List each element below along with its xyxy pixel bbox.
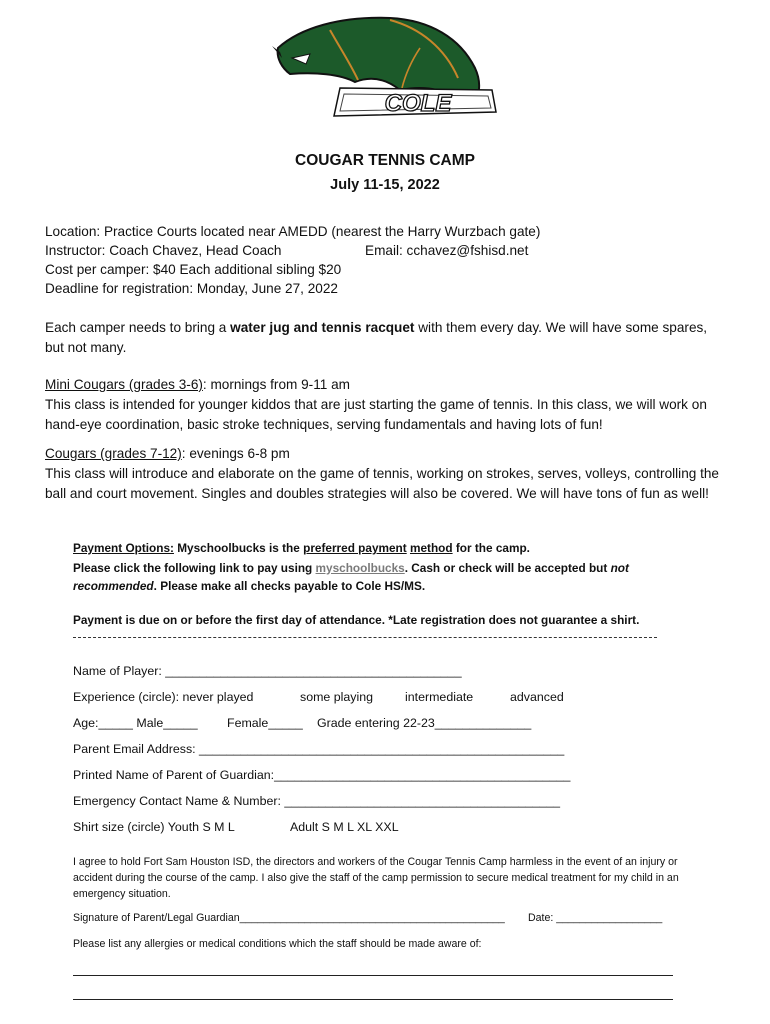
- cougars-desc: This class will introduce and elaborate on the game of tennis, working on strokes, serves, volleys, controlling the ball and court movement. Singles and doubles strategies will also be covered. We will have tons of fun as well!: [45, 466, 719, 501]
- parent-name-field[interactable]: Printed Name of Parent of Guardian:___________________________________________: [73, 768, 571, 782]
- deadline-line: Deadline for registration: Monday, June 27, 2022: [45, 281, 338, 296]
- email-line: Email: cchavez@fshisd.net: [365, 243, 529, 258]
- shirt-adult[interactable]: Adult S M L XL XXL: [290, 820, 399, 834]
- payment-label: Payment Options:: [73, 541, 174, 555]
- cost-line: Cost per camper: $40 Each additional sibling $20: [45, 262, 342, 277]
- logo-text: COLE: [384, 90, 452, 117]
- cougars-heading: Cougars (grades 7-12): [45, 446, 182, 461]
- mini-cougars-section: Mini Cougars (grades 3-6): mornings from 9-11 am This class is intended for younger kiddos that are just starting the game of tennis. In this class, we will work on hand-eye coordination, basic stroke techniques, serving fundamentals and having lots of fun!: [45, 377, 707, 432]
- camp-dates: July 11-15, 2022: [330, 177, 440, 193]
- mini-cougars-desc: This class is intended for younger kiddos that are just starting the game of tennis. In this class, we will work on hand-eye coordination, basic stroke techniques, serving fundamentals and having lots of fun!: [45, 397, 707, 432]
- bring-paragraph: Each camper needs to bring a water jug and tennis racquet with them every day. We will have some spares, but not many.: [45, 320, 708, 355]
- allergies-prompt: Please list any allergies or medical conditions which the staff should be made aware of:: [73, 938, 482, 950]
- separator-dashed: [73, 637, 657, 638]
- cougars-section: Cougars (grades 7-12): evenings 6-8 pm This class will introduce and elaborate on the game of tennis, working on strokes, serves, volleys, controlling the ball and court movement. Singles and doubles strategies will also be covered. We will have tons of fun as well!: [45, 446, 719, 501]
- emergency-contact-field[interactable]: Emergency Contact Name & Number: ________________________________________: [73, 794, 561, 808]
- experience-advanced[interactable]: advanced: [510, 690, 564, 704]
- instructor-line: Instructor: Coach Chavez, Head Coach: [45, 243, 282, 258]
- signature-field[interactable]: Signature of Parent/Legal Guardian_____________________________________________: [73, 912, 505, 924]
- page-title: COUGAR TENNIS CAMP: [295, 152, 475, 169]
- experience-label: Experience (circle): never played: [73, 690, 254, 704]
- mini-cougars-heading: Mini Cougars (grades 3-6): [45, 377, 203, 392]
- allergies-line-1[interactable]: [73, 975, 673, 976]
- cougar-head-logo-icon: [270, 8, 500, 124]
- location-line: Location: Practice Courts located near AMEDD (nearest the Harry Wurzbach gate): [45, 224, 541, 239]
- parent-email-field[interactable]: Parent Email Address: _____________________________________________________: [73, 742, 565, 756]
- waiver-text: I agree to hold Fort Sam Houston ISD, the directors and workers of the Cougar Tennis Camp harmless in the event of an injury or accident during the course of the camp. I also give the staff of the camp permission to secure medical treatment for my child in an emergency situation.: [73, 856, 679, 900]
- experience-some[interactable]: some playing: [300, 690, 374, 704]
- payment-instructions: Please click the following link to pay using myschoolbucks. Cash or check will be accepted but not recommended. Please make all checks payable to Cole HS/MS.: [73, 561, 629, 593]
- payment-options: Payment Options: Myschoolbucks is the preferred payment method for the camp.: [73, 541, 530, 555]
- experience-intermediate[interactable]: intermediate: [405, 690, 474, 704]
- myschoolbucks-link[interactable]: myschoolbucks: [315, 561, 405, 575]
- age-male-field[interactable]: Age:_____ Male_____: [73, 716, 198, 730]
- grade-field[interactable]: Grade entering 22-23______________: [317, 716, 532, 730]
- shirt-youth[interactable]: Shirt size (circle) Youth S M L: [73, 820, 235, 834]
- female-field[interactable]: Female_____: [227, 716, 303, 730]
- allergies-line-2[interactable]: [73, 999, 673, 1000]
- payment-due: Payment is due on or before the first day of attendance. *Late registration does not guarantee a shirt.: [73, 613, 640, 627]
- date-field[interactable]: Date: __________________: [528, 912, 663, 924]
- player-name-field[interactable]: Name of Player: ___________________________________________: [73, 664, 462, 678]
